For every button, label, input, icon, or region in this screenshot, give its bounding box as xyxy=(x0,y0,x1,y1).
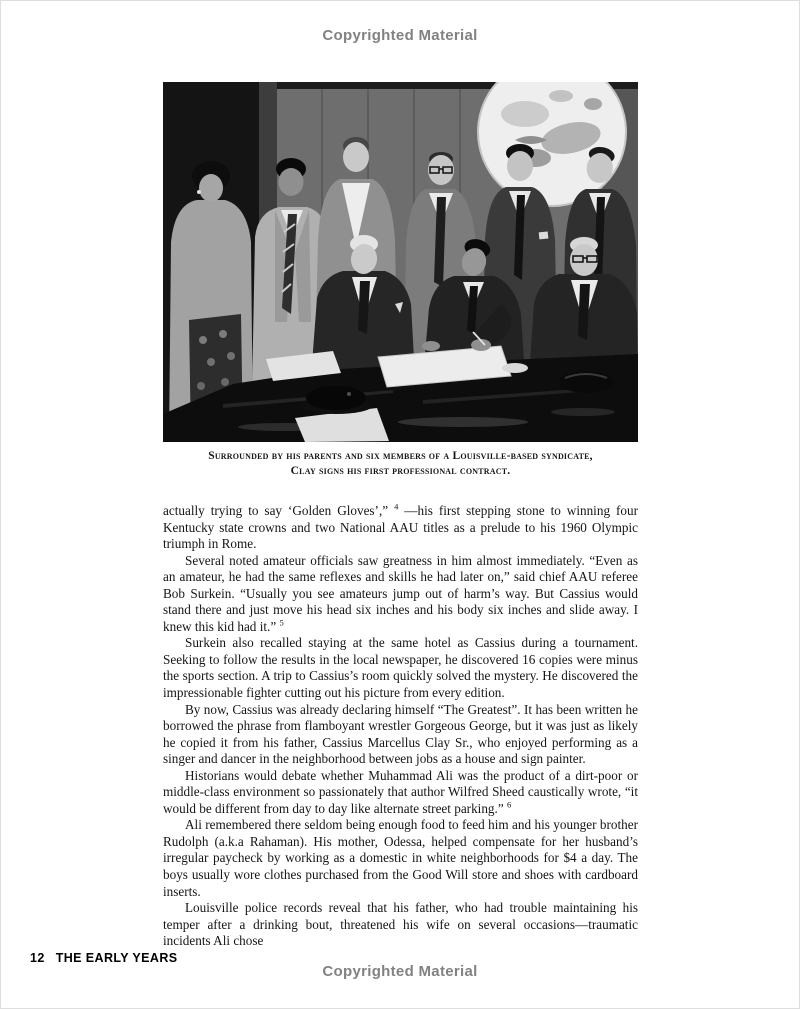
paragraph: actually trying to say ‘Golden Gloves’,” $^4$ —his first stepping stone to winning four Kentucky state crowns and two National AAU titles as a prelude to his 1960 Olympic triumph in Rome. xyxy=(163,501,638,552)
paragraph: Louisville police records reveal that his father, who had trouble maintaining his temper after a drinking bout, threatened his wife on several occasions—traumatic incidents Ali chose xyxy=(163,900,638,949)
page-number: 12 xyxy=(30,951,45,965)
paragraph: Surkein also recalled staying at the same hotel as Cassius during a tournament. Seeking to follow the results in the local newspaper, he discovered 16 copies were minus the sports section. A trip to Cassius’s room quickly solved the mystery. He discovered the impressionable fighter cutting out his picture from every edition. xyxy=(163,635,638,701)
footnote-marker: 4 xyxy=(394,501,399,512)
contract-signing-photo xyxy=(163,82,638,442)
paragraph: By now, Cassius was already declaring himself “The Greatest”. It has been written he borrowed the phrase from flamboyant wrestler Gorgeous George, but it was just as likely he copied it from his father, Cassius Marcellus Clay Sr., who enjoyed performing as a singer and dancer in the neighborhood between jobs as a house and sign painter. xyxy=(163,701,638,767)
footnote-marker: 5 xyxy=(279,617,284,628)
footnote-marker: 6 xyxy=(506,799,512,810)
body-text xyxy=(163,503,638,950)
copyright-notice-bottom: Copyrighted Material xyxy=(322,963,478,980)
caption-line-2: Clay signs his first professional contract. xyxy=(290,465,511,477)
paragraph: Historians would debate whether Muhammad Ali was the product of a dirt-poor or middle-class environment so passionately that author Wilfred Sheed caustically wrote, “it would be different from day to day like alternate street parking.” $^6$ xyxy=(163,767,638,816)
section-title: THE EARLY YEARS xyxy=(55,951,178,965)
paragraph: Ali remembered there seldom being enough food to feed him and his younger brother Rudolph (a.k.a Rahaman). His mother, Odessa, helped compensate for her husband’s irregular paycheck by working as a domestic in white neighborhoods for $4 a day. The boys usually wore clothes purchased from the Good Will store and shoes with cardboard inserts. xyxy=(163,817,638,899)
photo-artwork xyxy=(163,82,638,442)
caption-line-1: Surrounded by his parents and six members of a Louisville-based syndicate, xyxy=(208,450,593,462)
copyright-notice-top: Copyrighted Material xyxy=(322,27,478,44)
photo-caption xyxy=(143,449,658,479)
paragraph: Several noted amateur officials saw greatness in him almost immediately. “Even as an amateur, he had the same reflexes and skills he had later on,” said chief AAU referee Bob Surkein. “Usually you see amateurs jump out of harm’s way. But Cassius would stand there and just move his head six inches and his body six inches and slide away. I knew this kid had it.” $^5$ xyxy=(163,552,638,634)
